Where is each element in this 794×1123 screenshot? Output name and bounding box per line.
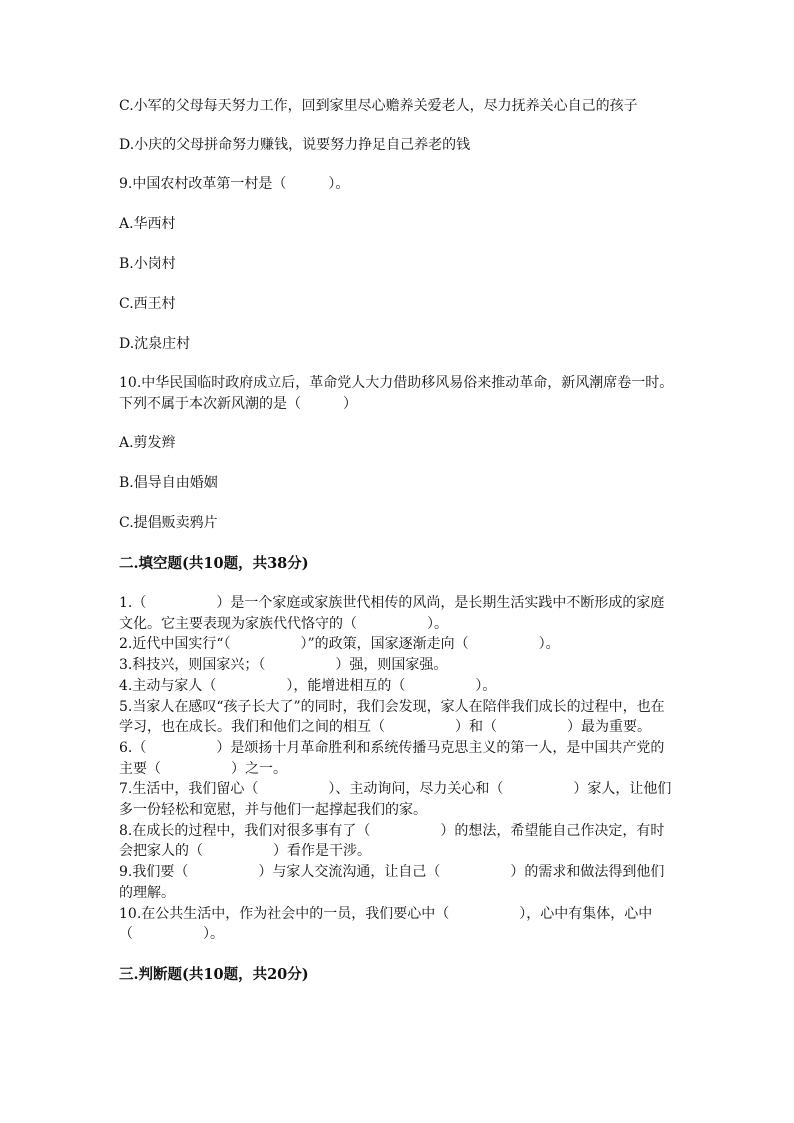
q10-option-c: C.提倡贩卖鸦片 <box>119 515 218 531</box>
fill-item-6: 6.（ ）是颂扬十月革命胜利和系统传播马克思主义的第一人，是中国共产党的主要（ ）之一。 <box>119 739 665 777</box>
fill-item-5: 5.当家人在感叹“孩子长大了”的同时，我们会发现，家人在陪伴我们成长的过程中，也在学习，也在成长。我们和他们之间的相互（ ）和（ ）最为重要。 <box>119 698 665 736</box>
fill-item-7: 7.生活中，我们留心（ ）、主动询问，尽力关心和（ ）家人，让他们多一份轻松和宽慰，并与他们一起撑起我们的家。 <box>119 781 672 819</box>
fill-blank-list <box>119 593 675 945</box>
q8-option-c: C.小军的父母每天努力工作，回到家里尽心赡养关爱老人，尽力抚养关心自己的孩子 <box>119 98 638 114</box>
exam-page <box>119 96 675 985</box>
q9-option-d: D.沈泉庄村 <box>119 336 191 352</box>
fill-item-9: 9.我们要（ ）与家人交流沟通，让自己（ ）的需求和做法得到他们的理解。 <box>119 864 665 901</box>
fill-item-1: 1.（ ）是一个家庭或家族世代相传的风尚，是长期生活实践中不断形成的家庭文化。它主要表现为家族代代恪守的（ ）。 <box>119 595 665 632</box>
fill-item-4: 4.主动与家人（ ），能增进相互的（ ）。 <box>119 677 497 694</box>
q9-option-c: C.西王村 <box>119 296 176 312</box>
fill-item-10: 10.在公共生活中，作为社会中的一员，我们要心中（ ），心中有集体，心中（ ）。 <box>119 905 653 943</box>
section-3-title: 三.判断题(共10题，共20分) <box>119 965 309 983</box>
q10-option-a: A.剪发辫 <box>119 435 176 451</box>
q8-option-d: D.小庆的父母拼命努力赚钱，说要努力挣足自己养老的钱 <box>119 137 471 153</box>
fill-item-2: 2.近代中国实行“（ ）”的政策，国家逐渐走向（ ）。 <box>119 636 560 653</box>
q9-option-a: A.华西村 <box>119 216 176 232</box>
q10-stem: 10.中华民国临时政府成立后，革命党人大力借助移风易俗来推动革命，新风潮席卷一时。下列不属于本次新风潮的是（ ） <box>119 375 674 412</box>
section-2-title: 二.填空题(共10题，共38分) <box>119 555 309 572</box>
fill-item-8: 8.在成长的过程中，我们对很多事有了（ ）的想法，希望能自己作决定，有时会把家人的（ ）看作是干涉。 <box>119 822 665 860</box>
q9-stem: 9.中国农村改革第一村是（ ）。 <box>119 176 350 192</box>
q9-option-b: B.小岗村 <box>119 256 176 272</box>
fill-item-3: 3.科技兴，则国家兴；（ ）强，则国家强。 <box>119 657 448 674</box>
q10-option-b: B.倡导自由婚姻 <box>119 475 218 491</box>
